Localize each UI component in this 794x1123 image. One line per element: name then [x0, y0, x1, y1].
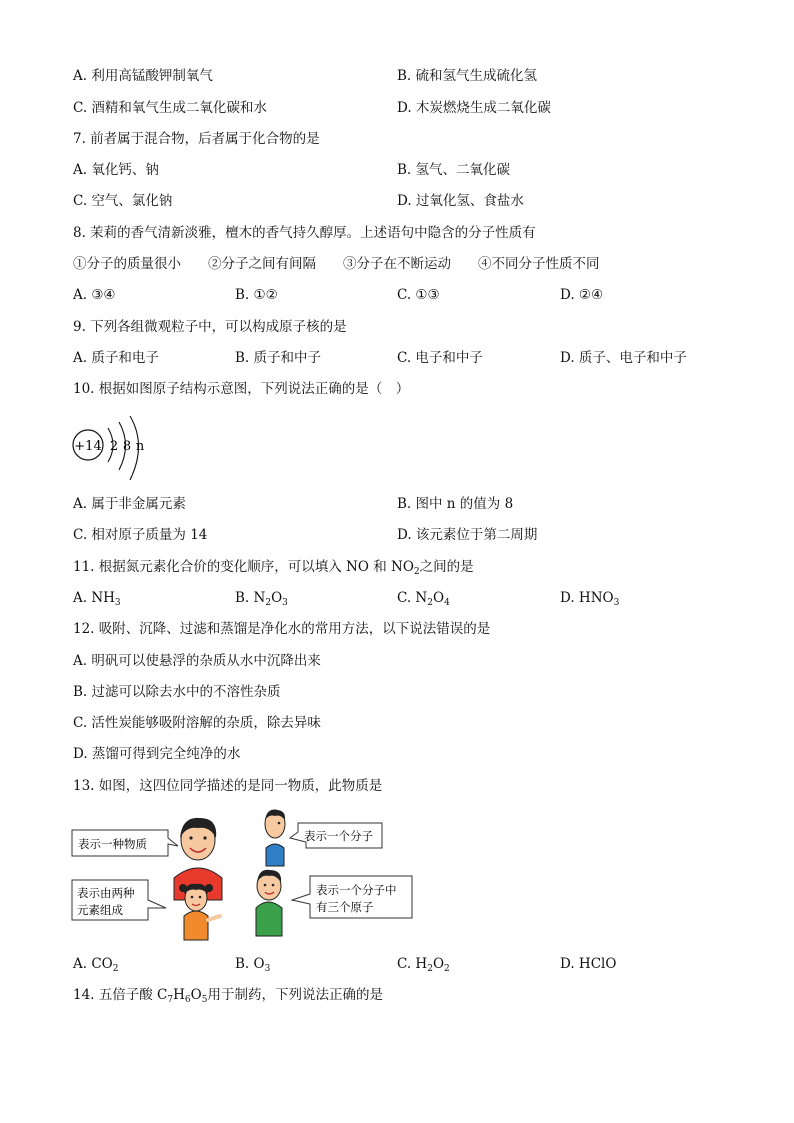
four-students-illustration	[70, 808, 415, 944]
q11-option-c: C. $N_2O_4$	[397, 590, 450, 608]
bubble-1-text: 表示一种物质	[78, 837, 147, 851]
q11-option-d: D. $HNO_3$	[560, 590, 620, 608]
q6-option-c: C. 酒精和氧气生成二氧化碳和水	[73, 100, 267, 116]
q12-option-a: A. 明矾可以使悬浮的杂质从水中沉降出来	[73, 653, 321, 669]
atomic-structure-diagram	[70, 414, 160, 486]
q12-option-c: C. 活性炭能够吸附溶解的杂质，除去异味	[73, 715, 321, 731]
bubble-3-line-2: 元素组成	[77, 903, 123, 917]
q8-option-b: B. ①②	[235, 287, 278, 303]
q10-option-c: C. 相对原子质量为 14	[73, 527, 208, 543]
q7-option-b: B. 氢气、二氧化碳	[397, 162, 511, 178]
student-2-figure	[265, 810, 285, 866]
q13-option-a: A. $CO_2$	[73, 956, 119, 974]
q8-option-c: C. ①③	[397, 287, 440, 303]
q9-option-b: B. 质子和中子	[235, 350, 322, 366]
speech-bubble-1	[72, 830, 178, 856]
nucleus-charge: +14	[74, 439, 102, 454]
speech-bubble-3	[72, 880, 166, 920]
q10-option-b: B. 图中 n 的值为 8	[397, 496, 514, 512]
q9-option-a: A. 质子和电子	[73, 350, 159, 366]
q10-option-d: D. 该元素位于第二周期	[397, 527, 538, 543]
q7-option-c: C. 空气、氯化钠	[73, 193, 173, 209]
q11-option-b: B. $N_2O_3$	[235, 590, 288, 608]
q14-stem: 14. 五倍子酸 $C_7H_6O_5$用于制药，下列说法正确的是	[73, 987, 383, 1005]
q9-option-c: C. 电子和中子	[397, 350, 483, 366]
q13-option-c: C. $H_2O_2$	[397, 956, 450, 974]
student-4-figure	[256, 870, 282, 936]
q8-stem: 8. 茉莉的香气清新淡雅，檀木的香气持久醇厚。上述语句中隐含的分子性质有	[73, 225, 536, 241]
bubble-3-line-1: 表示由两种	[77, 886, 135, 900]
q7-stem: 7. 前者属于混合物，后者属于化合物的是	[73, 131, 320, 147]
q6-option-d: D. 木炭燃烧生成二氧化碳	[397, 100, 551, 116]
q6-option-b: B. 硫和氢气生成硫化氢	[397, 68, 538, 84]
q11-option-a: A. $NH_3$	[73, 590, 121, 608]
q12-stem: 12. 吸附、沉降、过滤和蒸馏是净化水的常用方法，以下说法错误的是	[73, 621, 491, 637]
q12-option-b: B. 过滤可以除去水中的不溶性杂质	[73, 684, 281, 700]
q7-option-a: A. 氧化钙、钠	[73, 162, 159, 178]
shell-2-electrons: 8	[122, 439, 132, 454]
shell-3-electrons: n	[135, 439, 145, 454]
q6-option-a: A. 利用高锰酸钾制氧气	[73, 68, 213, 84]
q13-option-d: D. HClO	[560, 956, 617, 972]
q8-option-a: A. ③④	[73, 287, 116, 303]
q11-stem: 11. 根据氮元素化合价的变化顺序，可以填入 NO 和 $NO_2$之间的是	[73, 559, 474, 577]
q13-stem: 13. 如图，这四位同学描述的是同一物质，此物质是	[73, 778, 383, 794]
bubble-4-line-2: 有三个原子	[316, 900, 374, 914]
bubble-2-text: 表示一个分子	[304, 829, 373, 843]
shell-1-electrons: 2	[109, 439, 119, 454]
q10-stem: 10. 根据如图原子结构示意图，下列说法正确的是（ ）	[73, 381, 410, 397]
bubble-4-line-1: 表示一个分子中	[316, 883, 397, 897]
q13-option-b: B. $O_3$	[235, 956, 271, 974]
q10-option-a: A. 属于非金属元素	[73, 496, 186, 512]
q12-option-d: D. 蒸馏可得到完全纯净的水	[73, 746, 241, 762]
speech-bubble-4	[292, 876, 412, 918]
q8-option-d: D. ②④	[560, 287, 604, 303]
q9-stem: 9. 下列各组微观粒子中，可以构成原子核的是	[73, 319, 347, 335]
q8-properties: ①分子的质量很小 ②分子之间有间隔 ③分子在不断运动 ④不同分子性质不同	[73, 256, 600, 272]
q9-option-d: D. 质子、电子和中子	[560, 350, 687, 366]
q7-option-d: D. 过氧化氢、食盐水	[397, 193, 524, 209]
speech-bubble-2	[290, 823, 382, 848]
